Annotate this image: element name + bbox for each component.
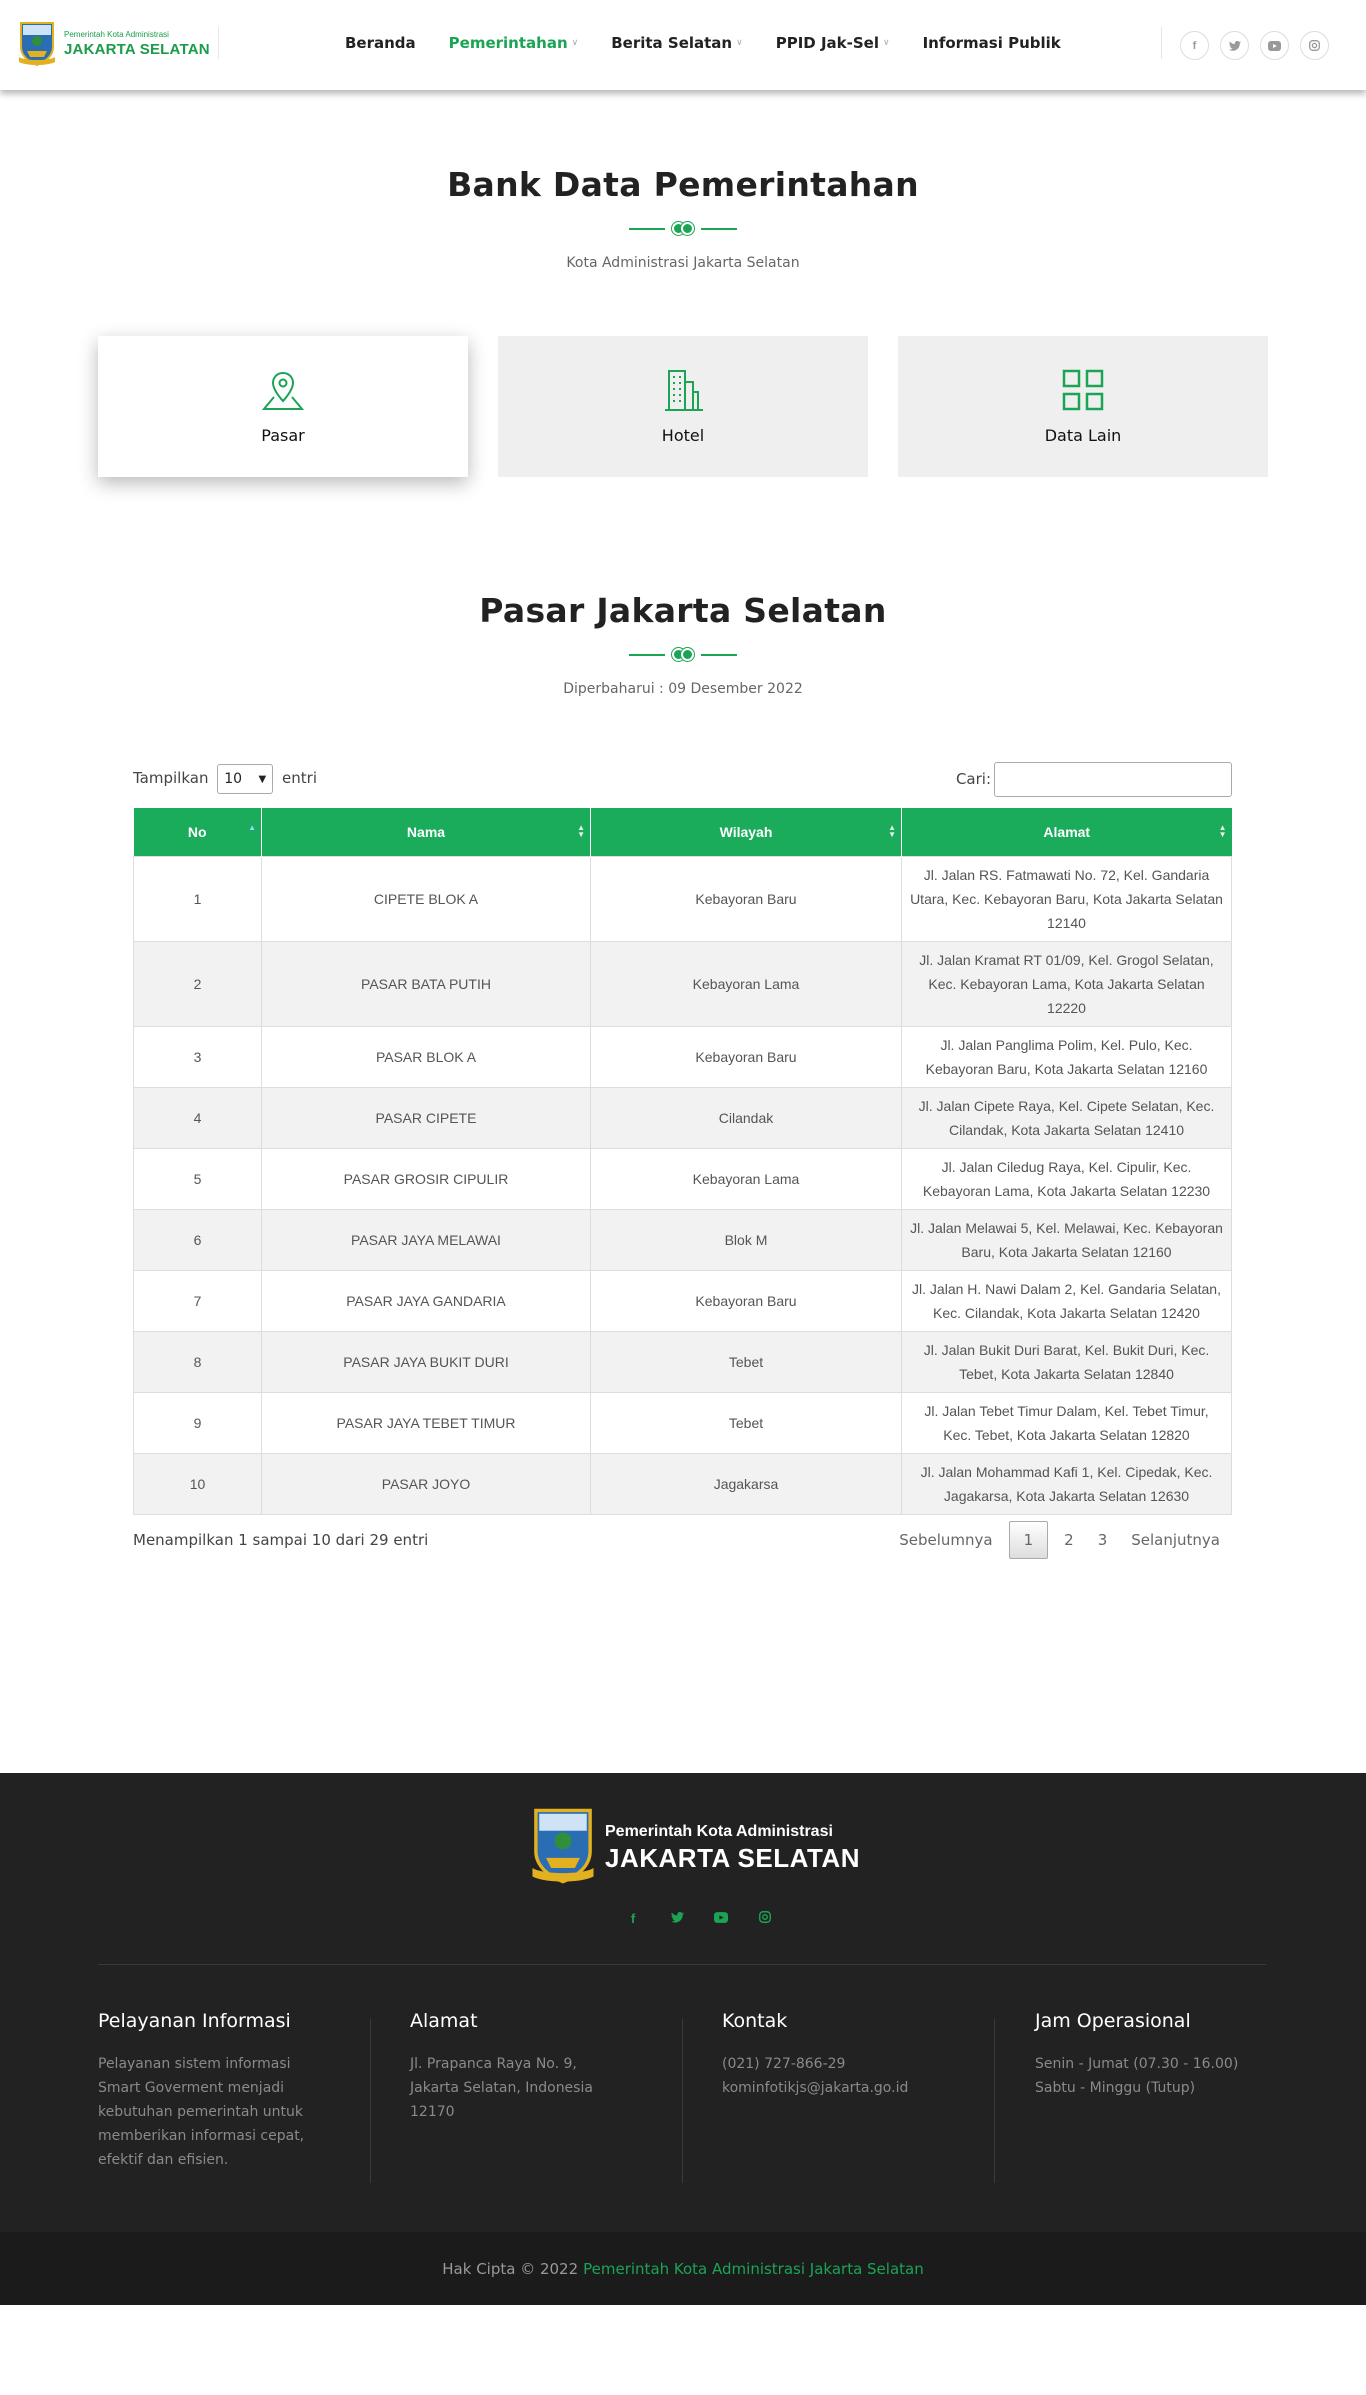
footer-logo-big: JAKARTA SELATAN [605, 1842, 860, 1873]
cell-nama: CIPETE BLOK A [262, 856, 591, 941]
cell-nama: PASAR GROSIR CIPULIR [262, 1148, 591, 1209]
category-cards [98, 336, 1298, 477]
nav-ppid-jaksel[interactable]: PPID Jak-Sel ∨ [775, 34, 890, 52]
pagination-page-1[interactable]: 1 [1009, 1521, 1049, 1559]
title-divider [0, 222, 1366, 235]
table-row [134, 1087, 1232, 1148]
cell-no: 3 [134, 1026, 262, 1087]
page-subtitle: Kota Administrasi Jakarta Selatan [566, 255, 800, 271]
nav-informasi-publik[interactable]: Informasi Publik [922, 34, 1061, 52]
pasar-table-wrapper [133, 762, 1232, 1559]
cell-no: 8 [134, 1331, 262, 1392]
footer-col-line: memberikan informasi cepat, [98, 2128, 305, 2144]
grid-icon [1061, 368, 1105, 416]
map-pin-icon [261, 368, 305, 416]
table-row [134, 1331, 1232, 1392]
building-icon [661, 368, 705, 416]
length-control [133, 764, 317, 794]
table-info: Menampilkan 1 sampai 10 dari 29 entri [133, 1530, 429, 1549]
youtube-icon[interactable] [699, 1911, 743, 1926]
table-row [134, 1209, 1232, 1270]
table-row [134, 856, 1232, 941]
pasar-table [133, 808, 1232, 1515]
footer-col-line: kebutuhan pemerintah untuk [98, 2104, 303, 2120]
footer-col-title: Kontak [722, 2010, 788, 2032]
cell-no: 5 [134, 1148, 262, 1209]
footer-logo[interactable] [525, 1807, 860, 1889]
footer-col-separator [682, 2019, 683, 2183]
footer-col-line: 12170 [410, 2104, 455, 2120]
logo-small-text: Pemerintah Kota Administrasi [64, 30, 169, 39]
cell-alamat: Jl. Jalan H. Nawi Dalam 2, Kel. Gandaria Selatan, Kec. Cilandak, Kota Jakarta Selatan 12420 [902, 1270, 1232, 1331]
footer-col-title: Alamat [410, 2010, 478, 2032]
updated-date: Diperbaharui : 09 Desember 2022 [563, 681, 803, 697]
length-label-after: entri [282, 769, 317, 787]
logo-big-text: JAKARTA SELATAN [64, 41, 210, 58]
entries-select[interactable]: 10 ▼ [217, 764, 273, 794]
site-footer [0, 1773, 1366, 2232]
footer-col-pelayanan [98, 2010, 348, 2172]
cell-alamat: Jl. Jalan Mohammad Kafi 1, Kel. Cipedak, Kec. Jagakarsa, Kota Jakarta Selatan 12630 [902, 1453, 1232, 1514]
footer-logo-small: Pemerintah Kota Administrasi [605, 1822, 833, 1840]
cell-nama: PASAR JAYA TEBET TIMUR [262, 1392, 591, 1453]
top-header [0, 0, 1366, 90]
sort-icon: ▲ ▼ [577, 823, 585, 839]
pasar-heading [0, 591, 1366, 697]
header-social [1180, 31, 1340, 60]
cell-alamat: Jl. Jalan Bukit Duri Barat, Kel. Bukit Duri, Kec. Tebet, Kota Jakarta Selatan 12840 [902, 1331, 1232, 1392]
cell-nama: PASAR CIPETE [262, 1087, 591, 1148]
main-nav [345, 34, 1094, 52]
instagram-icon[interactable] [1300, 31, 1329, 60]
cell-nama: PASAR BATA PUTIH [262, 941, 591, 1026]
cell-alamat: Jl. Jalan Ciledug Raya, Kel. Cipulir, Kec. Kebayoran Lama, Kota Jakarta Selatan 12230 [902, 1148, 1232, 1209]
copyright-link[interactable]: Pemerintah Kota Administrasi Jakarta Selatan [583, 2259, 924, 2278]
cell-alamat: Jl. Jalan RS. Fatmawati No. 72, Kel. Gandaria Utara, Kec. Kebayoran Baru, Kota Jakarta Selatan 12140 [902, 856, 1232, 941]
cell-nama: PASAR JAYA BUKIT DURI [262, 1331, 591, 1392]
site-logo[interactable] [18, 21, 210, 67]
pagination-page-3[interactable]: 3 [1097, 1530, 1108, 1549]
chevron-down-icon: ∨ [736, 38, 743, 48]
nav-beranda[interactable]: Beranda [345, 34, 416, 52]
cell-alamat: Jl. Jalan Panglima Polim, Kel. Pulo, Kec. Kebayoran Baru, Kota Jakarta Selatan 12160 [902, 1026, 1232, 1087]
cell-no: 2 [134, 941, 262, 1026]
bank-data-heading [0, 165, 1366, 271]
cell-nama: PASAR JAYA MELAWAI [262, 1209, 591, 1270]
nav-pemerintahan[interactable]: Pemerintahan ∨ [448, 34, 579, 52]
length-label: Tampilkan [133, 769, 209, 787]
header-divider [1161, 27, 1162, 59]
cell-no: 10 [134, 1453, 262, 1514]
search-control [956, 762, 1232, 797]
card-hotel[interactable] [498, 336, 868, 477]
sort-icon: ▲ ▼ [888, 823, 896, 839]
header-divider [218, 27, 219, 59]
footer-col-line: Sabtu - Minggu (Tutup) [1035, 2080, 1196, 2096]
cell-wilayah: Jagakarsa [591, 1453, 902, 1514]
table-row [134, 1453, 1232, 1514]
table-body [134, 856, 1232, 1514]
table-row [134, 941, 1232, 1026]
table-row [134, 1270, 1232, 1331]
instagram-icon[interactable] [743, 1911, 787, 1926]
cell-wilayah: Kebayoran Baru [591, 1270, 902, 1331]
section-title: Pasar Jakarta Selatan [479, 591, 887, 630]
cell-alamat: Jl. Jalan Kramat RT 01/09, Kel. Grogol Selatan, Kec. Kebayoran Lama, Kota Jakarta Selatan 12220 [902, 941, 1232, 1026]
table-row [134, 1148, 1232, 1209]
cell-no: 6 [134, 1209, 262, 1270]
jakarta-emblem-icon [525, 1807, 601, 1889]
cell-alamat: Jl. Jalan Melawai 5, Kel. Melawai, Kec. Kebayoran Baru, Kota Jakarta Selatan 12160 [902, 1209, 1232, 1270]
cell-wilayah: Cilandak [591, 1087, 902, 1148]
twitter-icon[interactable] [655, 1911, 699, 1926]
cell-nama: PASAR JOYO [262, 1453, 591, 1514]
cell-no: 1 [134, 856, 262, 941]
sort-icon: ▲ [248, 823, 256, 832]
cell-wilayah: Tebet [591, 1331, 902, 1392]
col-header-wilayah[interactable]: Wilayah ▲ ▼ [591, 808, 902, 856]
card-data-lain[interactable] [898, 336, 1268, 477]
title-divider [0, 648, 1366, 661]
copyright-bar [0, 2232, 1366, 2305]
footer-email[interactable]: kominfotikjs@jakarta.go.id [722, 2080, 909, 2096]
cell-nama: PASAR JAYA GANDARIA [262, 1270, 591, 1331]
footer-col-kontak [722, 2010, 972, 2100]
nav-berita-selatan[interactable]: Berita Selatan ∨ [611, 34, 743, 52]
pagination-previous[interactable]: Sebelumnya [899, 1530, 993, 1549]
youtube-icon[interactable] [1260, 31, 1289, 60]
pagination [887, 1521, 1232, 1559]
footer-col-separator [994, 2019, 995, 2183]
page-title: Bank Data Pemerintahan [447, 165, 919, 204]
cell-alamat: Jl. Jalan Tebet Timur Dalam, Kel. Tebet Timur, Kec. Tebet, Kota Jakarta Selatan 12820 [902, 1392, 1232, 1453]
chevron-down-icon: ∨ [882, 38, 890, 48]
footer-col-alamat [410, 2010, 660, 2124]
twitter-icon[interactable] [1220, 31, 1249, 60]
footer-col-separator [370, 2019, 371, 2183]
search-input[interactable] [994, 762, 1232, 797]
pagination-next[interactable]: Selanjutnya [1131, 1530, 1220, 1549]
footer-col-line: Pelayanan sistem informasi [98, 2056, 291, 2072]
card-pasar[interactable] [98, 336, 468, 477]
copyright-text: Hak Cipta © 2022 [442, 2259, 579, 2278]
cell-wilayah: Kebayoran Lama [591, 1148, 902, 1209]
cell-wilayah: Kebayoran Baru [591, 856, 902, 941]
search-label: Cari: [955, 770, 991, 788]
table-row [134, 1026, 1232, 1087]
card-label: Pasar [261, 426, 305, 445]
cell-alamat: Jl. Jalan Cipete Raya, Kel. Cipete Selatan, Kec. Cilandak, Kota Jakarta Selatan 12410 [902, 1087, 1232, 1148]
footer-col-title: Jam Operasional [1035, 2010, 1191, 2032]
footer-phone[interactable]: (021) 727-866-29 [722, 2056, 846, 2072]
cell-no: 7 [134, 1270, 262, 1331]
chevron-down-icon: ▼ [258, 773, 267, 785]
footer-col-line: efektif dan efisien. [98, 2152, 229, 2168]
cell-wilayah: Kebayoran Lama [591, 941, 902, 1026]
col-header-nama[interactable]: Nama ▲ ▼ [262, 808, 591, 856]
footer-col-line: Smart Goverment menjadi [98, 2080, 285, 2096]
cell-no: 9 [134, 1392, 262, 1453]
footer-col-jam [1035, 2010, 1285, 2100]
card-label: Data Lain [1044, 426, 1122, 445]
cell-no: 4 [134, 1087, 262, 1148]
chevron-down-icon: ∨ [571, 38, 579, 48]
cell-wilayah: Tebet [591, 1392, 902, 1453]
footer-divider [98, 1964, 1266, 1965]
facebook-icon[interactable]: f [1180, 31, 1209, 60]
card-label: Hotel [661, 426, 705, 445]
footer-col-title: Pelayanan Informasi [98, 2010, 291, 2032]
footer-col-line: Senin - Jumat (07.30 - 16.00) [1035, 2056, 1239, 2072]
pagination-page-2[interactable]: 2 [1064, 1530, 1074, 1549]
cell-nama: PASAR BLOK A [262, 1026, 591, 1087]
footer-social [611, 1911, 787, 1926]
cell-wilayah: Kebayoran Baru [591, 1026, 902, 1087]
footer-col-line: Jakarta Selatan, Indonesia [410, 2080, 593, 2096]
facebook-icon[interactable]: f [630, 1911, 636, 1926]
col-header-no[interactable]: No ▲ [134, 808, 262, 856]
sort-icon: ▲ ▼ [1218, 823, 1227, 839]
jakarta-emblem-icon [18, 21, 56, 67]
footer-col-line: Jl. Prapanca Raya No. 9, [410, 2056, 577, 2072]
col-header-alamat[interactable]: Alamat ▲ ▼ [902, 808, 1232, 856]
cell-wilayah: Blok M [591, 1209, 902, 1270]
table-row [134, 1392, 1232, 1453]
